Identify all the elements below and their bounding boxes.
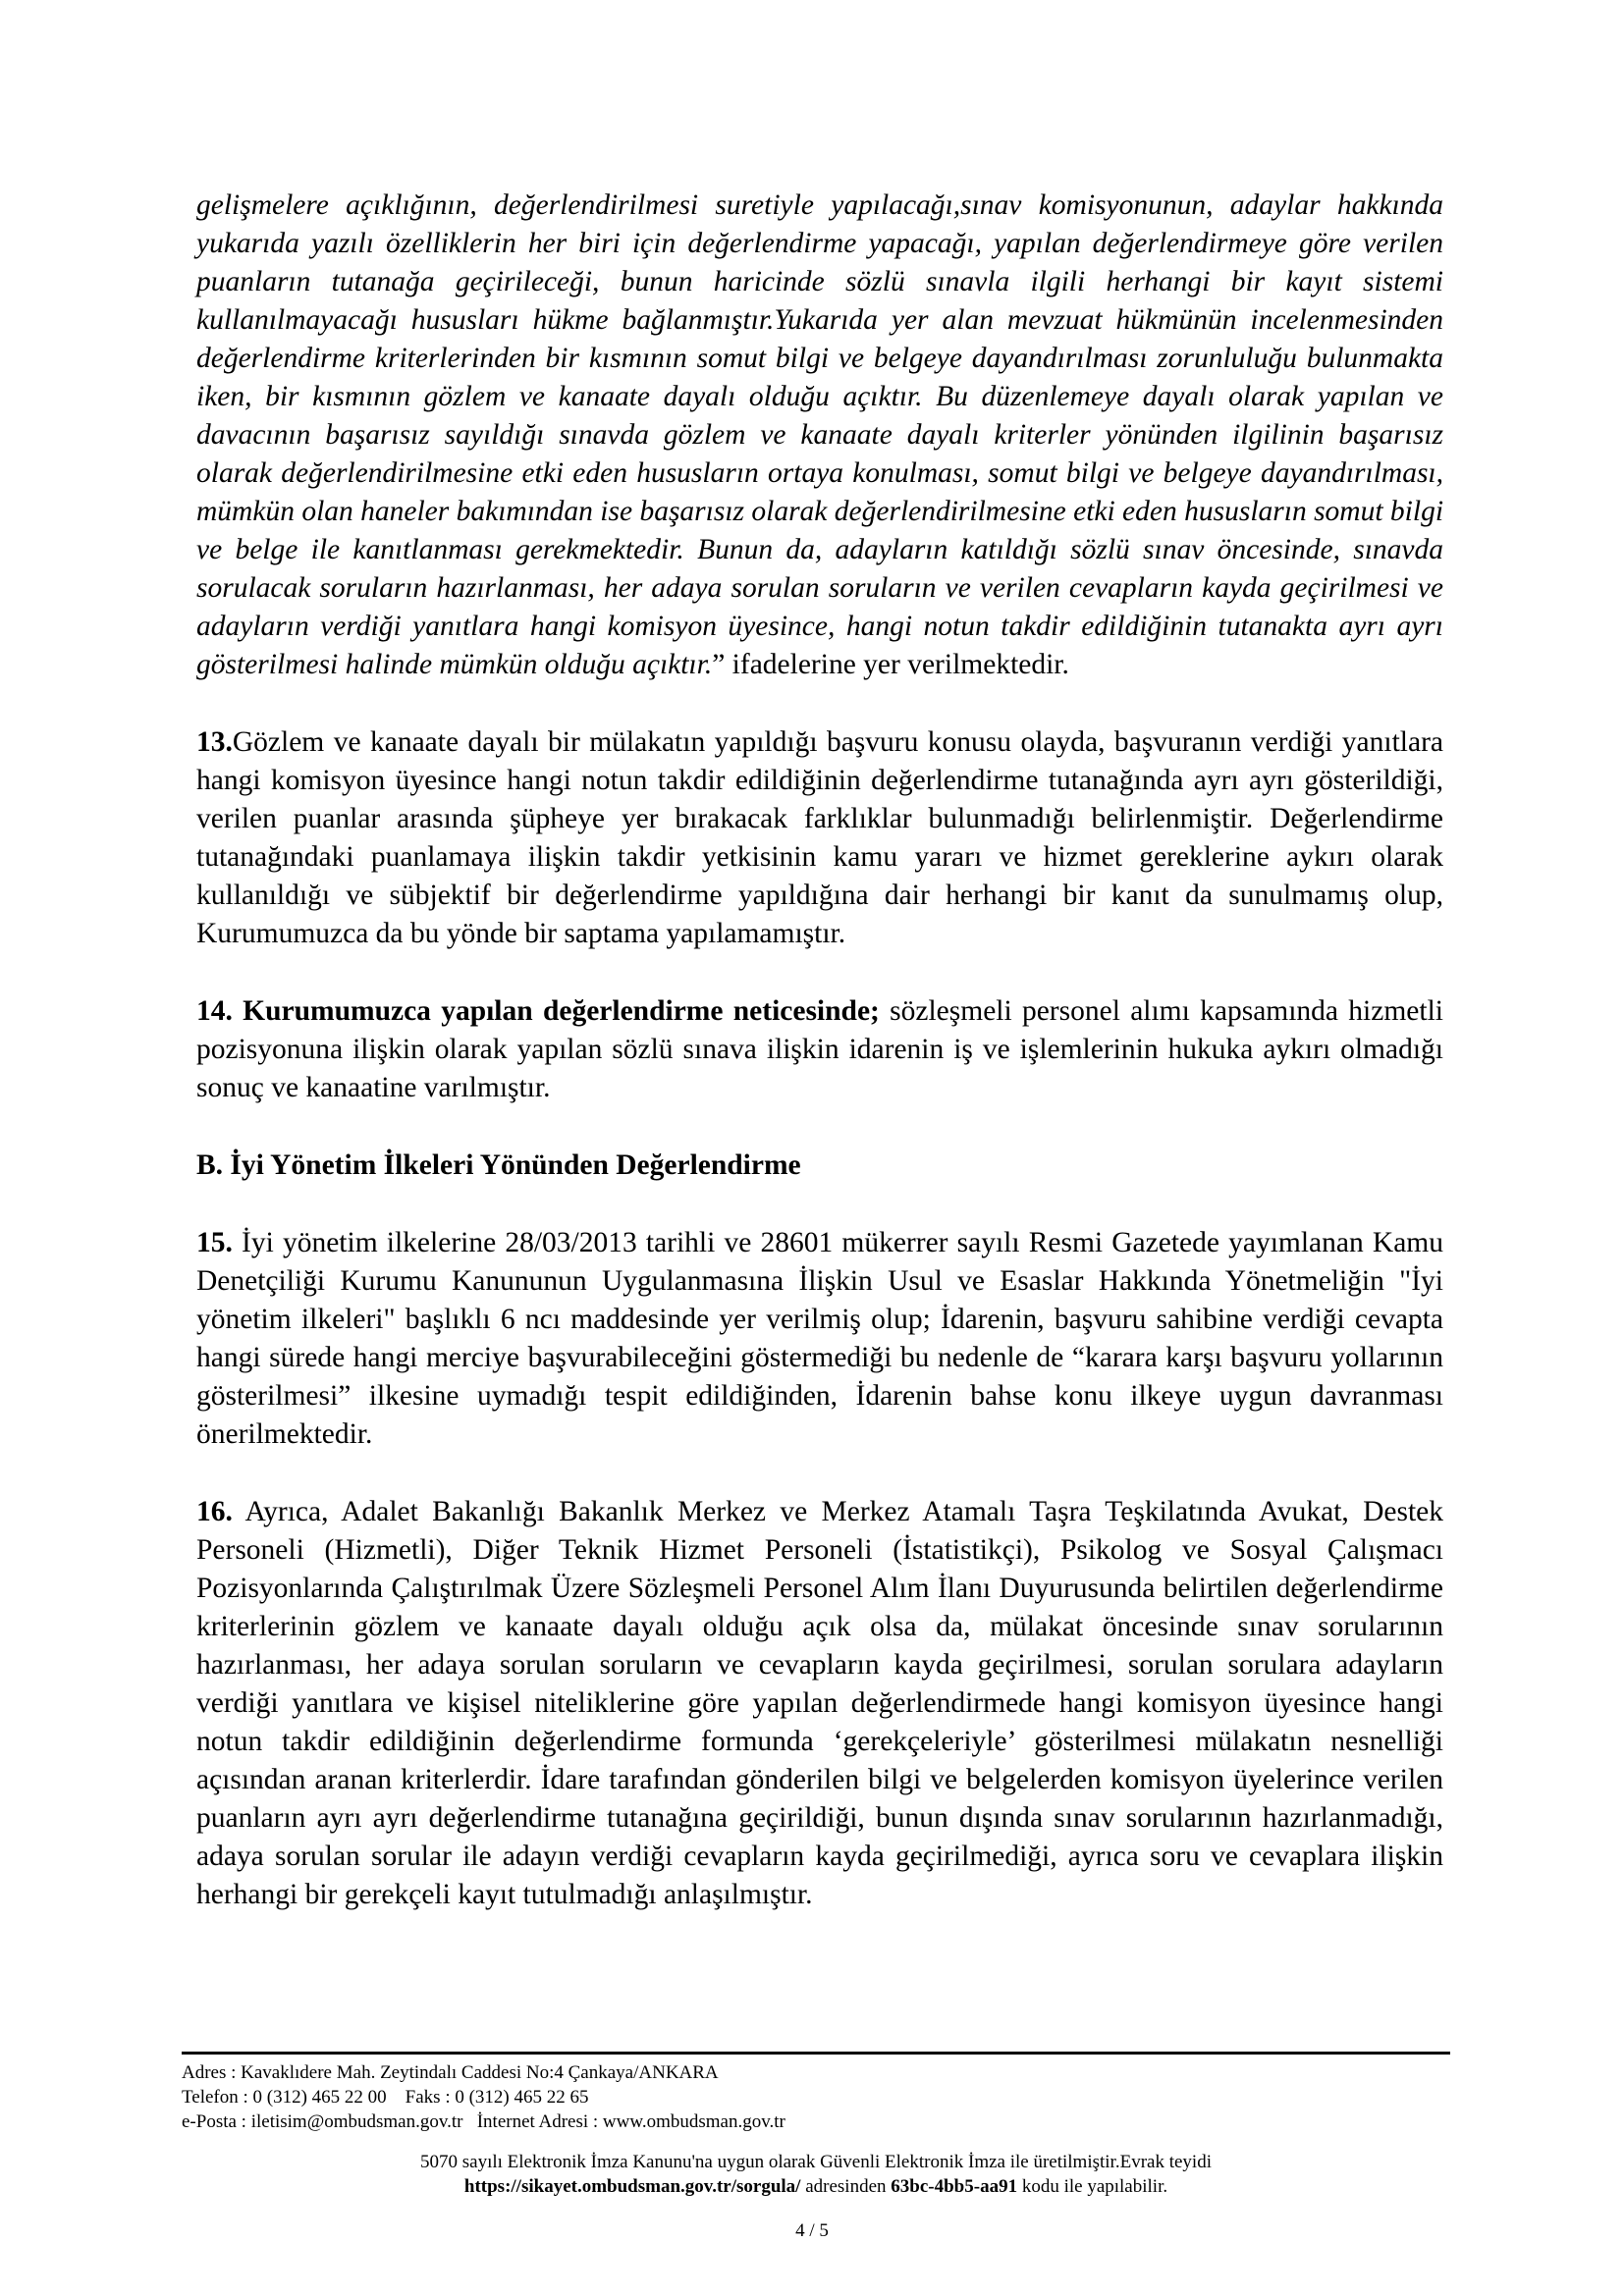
verification-url[interactable]: https://sikayet.ombudsman.gov.tr/sorgula/ xyxy=(463,2176,801,2197)
paragraph-number: 16. xyxy=(196,1496,233,1527)
footer-phone: Telefon : 0 (312) 465 22 00 Faks : 0 (312) 465 22 65 xyxy=(182,2087,589,2108)
quote-closing-text: ” ifadelerine yer verilmektedir. xyxy=(712,649,1069,680)
contact-block xyxy=(182,2055,1450,2134)
esignature-note xyxy=(182,2150,1450,2199)
verification-mid-text: adresinden xyxy=(800,2176,892,2197)
verification-code: 63bc-4bb5-aa91 xyxy=(891,2176,1018,2197)
verification-end-text: kodu ile yapılabilir. xyxy=(1017,2176,1168,2197)
paragraph-12-continuation xyxy=(196,187,1443,684)
paragraph-16 xyxy=(196,1493,1443,1914)
quoted-court-text: gelişmelere açıklığının, değerlendirilmesi suretiyle yapılacağı,sınav komisyonunun, adaylar hakkında yukarıda yazılı özelliklerin her biri için değerlendirme yapacağı, yapılan değerlendirmeye göre verilen puanların tutanağa geçirileceği, bunun haricinde sözlü sınavla ilgili herhangi bir kayıt sistemi kullanılmayacağı hususları hükme bağlanmıştır.Yukarıda yer alan mevzuat hükmünün incelenmesinden değerlendirme kriterlerinden bir kısmının somut bilgi ve belgeye dayandırılması zorunluluğu bulunmakta iken, bir kısmının gözlem ve kanaate dayalı olduğu açıktır. Bu düzenlemeye dayalı olarak yapılan ve davacının başarısız sayıldığı sınavda gözlem ve kanaate dayalı kriterler yönünden ilgilinin başarısız olarak değerlendirilmesine etki eden hususların ortaya konulması, somut bilgi ve belgeye dayandırılması, mümkün olan haneler bakımından ise başarısız olarak değerlendirilmesine etki eden hususların somut bilgi ve belge ile kanıtlanması gerekmektedir. Bunun da, adayların katıldığı sözlü sınav öncesinde, sınavda sorulacak soruların hazırlanması, her adaya sorulan soruların ve verilen cevapların kayda geçirilmesi ve adayların verdiği yanıtlara hangi komisyon üyesince, hangi notun takdir edildiğinin tutanakta ayrı ayrı gösterilmesi halinde mümkün olduğu açıktır. xyxy=(196,189,1444,680)
footer-address: Adres : Kavaklıdere Mah. Zeytindalı Caddesi No:4 Çankaya/ANKARA xyxy=(182,2062,719,2083)
section-heading-b: B. İyi Yönetim İlkeleri Yönünden Değerlendirme xyxy=(196,1149,801,1181)
paragraph-number: 13. xyxy=(196,726,233,758)
paragraph-number: 15. xyxy=(196,1227,233,1258)
paragraph-lead-bold: 14. Kurumumuzca yapılan değerlendirme neticesinde; xyxy=(196,995,880,1027)
document-body xyxy=(196,187,1443,1953)
paragraph-13 xyxy=(196,723,1443,953)
footer-email: e-Posta : iletisim@ombudsman.gov.tr İnternet Adresi : www.ombudsman.gov.tr xyxy=(182,2111,785,2132)
verification-line xyxy=(182,2174,1450,2199)
paragraph-text: sözleşmeli personel alımı kapsamında hizmetli pozisyonuna ilişkin olarak yapılan sözlü sınava ilişkin idarenin iş ve işlemlerinin hukuka aykırı olmadığı sonuç ve kanaatine varılmıştır. xyxy=(196,995,1443,1103)
paragraph-14 xyxy=(196,992,1443,1107)
paragraph-15 xyxy=(196,1224,1443,1454)
esignature-line: 5070 sayılı Elektronik İmza Kanunu'na uygun olarak Güvenli Elektronik İmza ile üretilmiştir.Evrak teyidi xyxy=(420,2152,1212,2172)
paragraph-text: Ayrıca, Adalet Bakanlığı Bakanlık Merkez ve Merkez Atamalı Taşra Teşkilatında Avukat, Destek Personeli (Hizmetli), Diğer Teknik Hizmet Personeli (İstatistikçi), Psikolog ve Sosyal Çalışmacı Pozisyonlarında Çalıştırılmak Üzere Sözleşmeli Personel Alım İlanı Duyurusunda belirtilen değerlendirme kriterlerinin gözlem ve kanaate dayalı olduğu açık olsa da, mülakat öncesinde sınav sorularının hazırlanması, her adaya sorulan soruların ve cevapların kayda geçirilmesi, sorulan sorulara adayların verdiği yanıtlara ve kişisel niteliklerine göre yapılan değerlendirmede hangi komisyon üyesince hangi notun takdir edildiğinin değerlendirme formunda ‘gerekçeleriyle’ gösterilmesi mülakatın nesnelliği açısından aranan kriterlerdir. İdare tarafından gönderilen bilgi ve belgelerden komisyon üyelerince verilen puanların ayrı ayrı değerlendirme tutanağına geçirildiği, bunun dışında sınav sorularının hazırlanmadığı, adaya sorulan sorular ile adayın verdiği cevapların kayda geçirilmediği, ayrıca soru ve cevaplara ilişkin herhangi bir gerekçeli kayıt tutulmadığı anlaşılmıştır. xyxy=(196,1496,1443,1910)
paragraph-text: İyi yönetim ilkelerine 28/03/2013 tarihli ve 28601 mükerrer sayılı Resmi Gazetede yayımlanan Kamu Denetçiliği Kurumu Kanununun Uygulanmasına İlişkin Usul ve Esaslar Hakkında Yönetmeliğin "İyi yönetim ilkeleri" başlıklı 6 ncı maddesinde yer verilmiş olup; İdarenin, başvuru sahibine verdiği cevapta hangi sürede hangi merciye başvurabileceğini göstermediği bu nedenle de “karara karşı başvuru yollarının gösterilmesi” ilkesine uymadığı tespit edildiğinden, İdarenin bahse konu ilkeye uygun davranması önerilmektedir. xyxy=(196,1227,1443,1450)
page-footer xyxy=(182,2052,1450,2199)
page-number: 4 / 5 xyxy=(795,2220,829,2241)
paragraph-text: Gözlem ve kanaate dayalı bir mülakatın yapıldığı başvuru konusu olayda, başvuranın verdiği yanıtlara hangi komisyon üyesince hangi notun takdir edildiğinin değerlendirme tutanağında ayrı ayrı gösterildiği, verilen puanlar arasında şüpheye yer bırakacak farklıklar bulunmadığı belirlenmiştir. Değerlendirme tutanağındaki puanlamaya ilişkin takdir yetkisinin kamu yararı ve hizmet gereklerine aykırı olarak kullanıldığı ve sübjektif bir değerlendirme yapıldığına dair herhangi bir kanıt da sunulmamış olup, Kurumumuzca da bu yönde bir saptama yapılamamıştır. xyxy=(196,726,1443,949)
